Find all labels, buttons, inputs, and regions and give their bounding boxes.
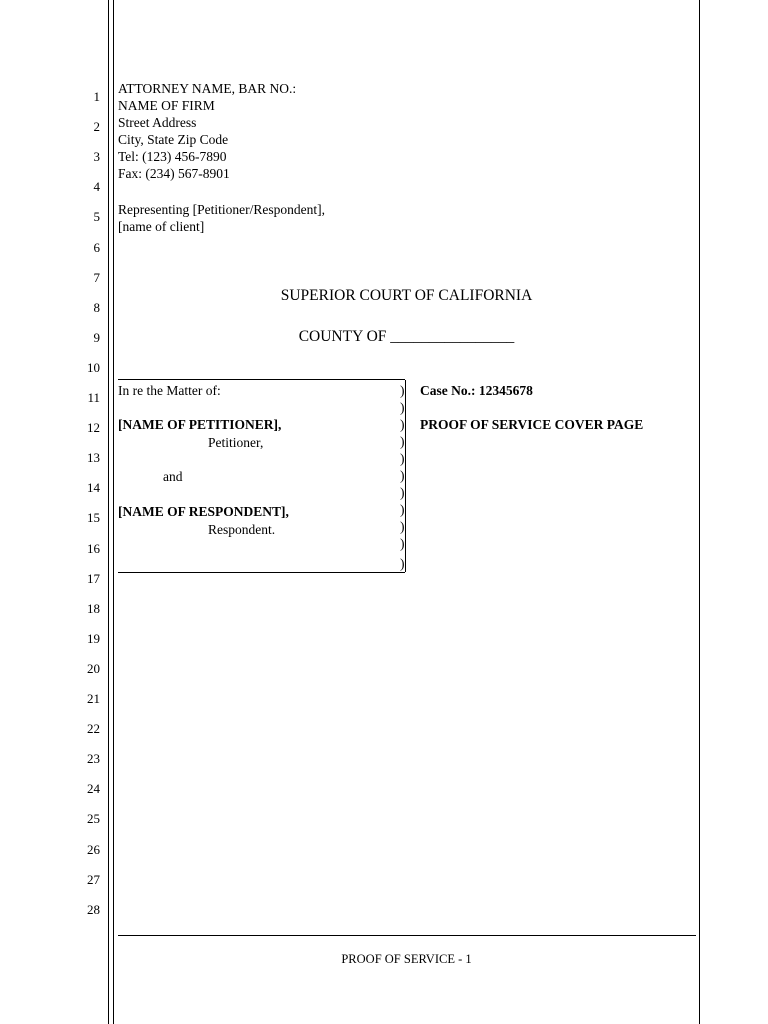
caption-paren: ) <box>400 485 405 500</box>
telephone: Tel: (123) 456-7890 <box>118 149 227 164</box>
street-address: Street Address <box>118 115 197 130</box>
caption-paren: ) <box>400 434 405 449</box>
line-number: 2 <box>93 119 100 134</box>
line-number: 3 <box>93 149 100 164</box>
caption-right-rule <box>405 380 406 572</box>
representing: Representing [Petitioner/Respondent], <box>118 202 325 217</box>
line-number: 1 <box>93 89 100 104</box>
line-number: 5 <box>93 209 100 224</box>
caption-bottom-rule <box>118 572 405 573</box>
line-number: 18 <box>87 601 100 616</box>
caption-paren: ) <box>400 400 405 415</box>
line-number: 4 <box>93 179 100 194</box>
line-number: 23 <box>87 751 100 766</box>
caption-paren: ) <box>400 383 405 398</box>
petitioner-role: Petitioner, <box>208 435 264 450</box>
city-state-zip: City, State Zip Code <box>118 132 229 147</box>
left-margin-rule <box>108 0 109 1024</box>
line-number: 19 <box>87 631 100 646</box>
line-number: 7 <box>93 270 100 285</box>
line-number: 24 <box>87 781 100 796</box>
court-name: SUPERIOR COURT OF CALIFORNIA <box>280 287 533 304</box>
petitioner-name: [NAME OF PETITIONER], <box>118 417 282 432</box>
line-number: 20 <box>87 661 100 676</box>
and-label: and <box>163 469 183 484</box>
line-number: 14 <box>87 480 100 495</box>
caption-paren: ) <box>400 468 405 483</box>
line-number: 11 <box>87 390 100 405</box>
line-number: 10 <box>87 360 100 375</box>
line-number: 26 <box>87 842 100 857</box>
caption-paren: ) <box>400 417 405 432</box>
attorney-name-bar: ATTORNEY NAME, BAR NO.: <box>118 81 297 96</box>
respondent-role: Respondent. <box>208 522 276 537</box>
caption-top-rule <box>118 379 405 380</box>
matter-label: In re the Matter of: <box>118 383 221 398</box>
line-number: 21 <box>87 691 100 706</box>
firm-name: NAME OF FIRM <box>118 98 215 113</box>
county-line: COUNTY OF ________________ <box>298 328 515 345</box>
line-number: 8 <box>93 300 100 315</box>
caption-paren: ) <box>400 502 405 517</box>
caption-paren: ) <box>400 451 405 466</box>
caption-paren: ) <box>400 556 405 571</box>
line-number: 13 <box>87 450 100 465</box>
fax: Fax: (234) 567-8901 <box>118 166 230 181</box>
footer-rule <box>118 935 696 936</box>
line-number: 12 <box>87 420 100 435</box>
line-number: 28 <box>87 902 100 917</box>
line-number: 9 <box>93 330 100 345</box>
document-title: PROOF OF SERVICE COVER PAGE <box>420 417 644 432</box>
caption-paren: ) <box>400 536 405 551</box>
line-number: 27 <box>87 872 100 887</box>
line-number: 16 <box>87 541 100 556</box>
respondent-name: [NAME OF RESPONDENT], <box>118 504 289 519</box>
case-number: Case No.: 12345678 <box>420 383 533 398</box>
line-number: 15 <box>87 510 100 525</box>
footer-title: PROOF OF SERVICE - 1 <box>341 952 472 966</box>
line-number: 6 <box>93 240 100 255</box>
caption-paren: ) <box>400 519 405 534</box>
client-name: [name of client] <box>118 219 205 234</box>
line-number: 25 <box>87 811 100 826</box>
line-number: 17 <box>87 571 100 586</box>
right-margin-rule <box>699 0 700 1024</box>
left-margin-rule-inner <box>113 0 114 1024</box>
line-number: 22 <box>87 721 100 736</box>
